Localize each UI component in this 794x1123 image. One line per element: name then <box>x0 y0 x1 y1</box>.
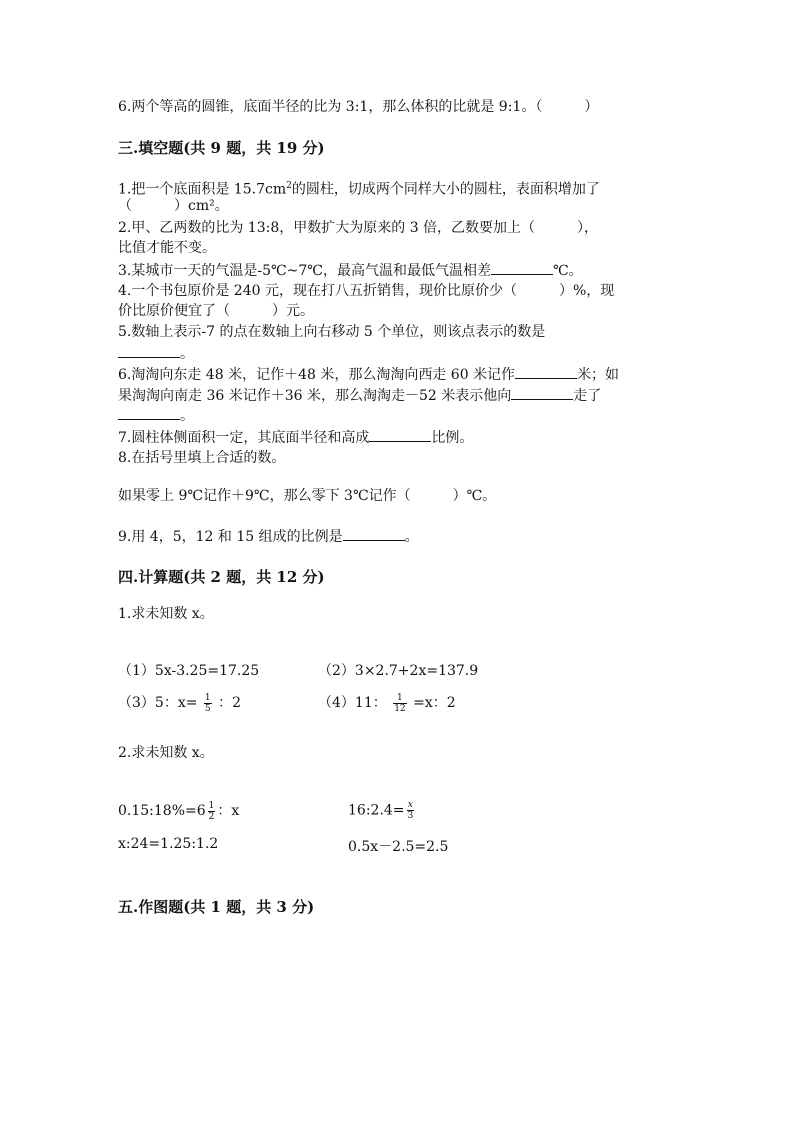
eq5-text-a: 0.15:18%=6 <box>118 803 206 819</box>
fill-question-9 <box>118 526 419 547</box>
eq3-text-b: ：2 <box>218 695 242 711</box>
fill-q6-text-b: 米；如 <box>577 367 620 383</box>
fill-q1-superscript: 2 <box>286 181 292 191</box>
judge-question-6: 6.两个等高的圆锥，底面半径的比为 3:1，那么体积的比就是 9:1。（ ） <box>118 99 599 115</box>
eq5-fraction <box>208 801 216 822</box>
fill-question-5: 5.数轴上表示-7 的点在数轴上向右移动 5 个单位，则该点表示的数是 <box>118 324 546 340</box>
fill-q9-text-b: 。 <box>404 529 419 545</box>
fill-q3-text-b: ℃。 <box>552 263 583 279</box>
answer-blank[interactable] <box>118 405 180 420</box>
eq3-fraction <box>204 693 212 714</box>
fill-q9-text-a: 9.用 4，5，12 和 15 组成的比例是 <box>118 529 343 545</box>
fill-q3-text-a: 3.某城市一天的气温是-5℃~7℃，最高气温和最低气温相差 <box>118 263 491 279</box>
fraction-numerator: 1 <box>393 693 406 704</box>
fill-question-4: 4.一个书包原价是 240 元，现在打八五折销售，现价比原价少（ ）%，现 <box>118 283 615 299</box>
equation-4 <box>318 692 456 714</box>
fill-q6-end: 。 <box>180 408 194 424</box>
answer-blank[interactable] <box>118 343 180 358</box>
answer-blank[interactable] <box>369 427 431 442</box>
equation-5 <box>118 800 239 822</box>
fraction-numerator: 1 <box>208 800 215 811</box>
fill-q1-text-a: 1.把一个底面积是 15.7cm <box>118 181 287 198</box>
fill-question-5-line2 <box>118 343 194 364</box>
fill-question-8: 8.在括号里填上合适的数。 <box>118 450 286 466</box>
equation-7: x:24=1.25:1.2 <box>118 836 219 852</box>
draw-section-title: 五.作图题(共 1 题，共 3 分) <box>118 898 315 916</box>
fill-question-2: 2.甲、乙两数的比为 13:8，甲数扩大为原来的 3 倍，乙数要加上（ ）， <box>118 220 599 236</box>
fill-question-3 <box>118 260 583 281</box>
fill-question-6 <box>118 364 619 385</box>
fill-section-title: 三.填空题(共 9 题，共 19 分) <box>118 139 325 157</box>
equation-8: 0.5x－2.5=2.5 <box>348 839 449 855</box>
fill-question-6-line2 <box>118 385 601 406</box>
equation-3 <box>118 692 241 714</box>
fill-q1-text-b: 的圆柱，切成两个同样大小的圆柱，表面积增加了 <box>291 181 600 198</box>
eq4-text-a: （4）11： <box>318 695 387 711</box>
fill-q7-text-b: 比例。 <box>431 430 474 446</box>
calc-section-title: 四.计算题(共 2 题，共 12 分) <box>118 568 325 586</box>
calc-question-1: 1.求未知数 x。 <box>118 606 214 622</box>
answer-blank[interactable] <box>511 385 573 400</box>
fraction-numerator: 1 <box>204 692 211 703</box>
fill-question-1-line2: （ ）cm²。 <box>118 198 229 214</box>
fill-question-8-sub: 如果零上 9℃记作＋9℃，那么零下 3℃记作（ ）℃。 <box>118 488 497 504</box>
fraction-denominator: 5 <box>204 703 211 714</box>
eq6-text-a: 16:2.4= <box>348 802 405 819</box>
fill-question-7 <box>118 427 473 448</box>
answer-blank[interactable] <box>343 526 405 541</box>
fill-q6-text-a: 6.淘淘向东走 48 米，记作＋48 米，那么淘淘向西走 60 米记作 <box>118 367 516 383</box>
fill-q6-text-c: 果淘淘向南走 36 米记作＋36 米，那么淘淘走－52 米表示他向 <box>118 388 512 404</box>
eq4-text-b: =x：2 <box>413 695 456 711</box>
fill-question-6-line3 <box>118 405 194 426</box>
answer-blank[interactable] <box>491 260 553 275</box>
fill-q5-end: 。 <box>180 346 194 362</box>
equation-6 <box>348 800 416 821</box>
answer-blank[interactable] <box>515 364 577 379</box>
fraction-denominator: 12 <box>394 703 406 714</box>
equation-2: （2）3×2.7+2x=137.9 <box>318 663 479 679</box>
calc-question-2: 2.求未知数 x。 <box>118 745 214 761</box>
fill-question-4-line2: 价比原价便宜了（ ）元。 <box>118 303 314 319</box>
eq5-text-b: ：x <box>217 803 240 819</box>
equation-1: （1）5x-3.25=17.25 <box>118 663 260 679</box>
fill-q6-text-d: 走了 <box>573 388 602 404</box>
fraction-denominator: 2 <box>208 811 215 822</box>
fraction-denominator: 3 <box>407 811 414 821</box>
fraction-numerator: x <box>407 800 413 810</box>
eq4-fraction <box>393 693 406 714</box>
fill-question-2-line2: 比值才能不变。 <box>118 240 216 256</box>
eq3-text-a: （3）5：x= <box>118 695 198 711</box>
eq6-fraction <box>407 800 415 821</box>
fill-q7-text-a: 7.圆柱体侧面积一定，其底面半径和高成 <box>118 430 370 446</box>
